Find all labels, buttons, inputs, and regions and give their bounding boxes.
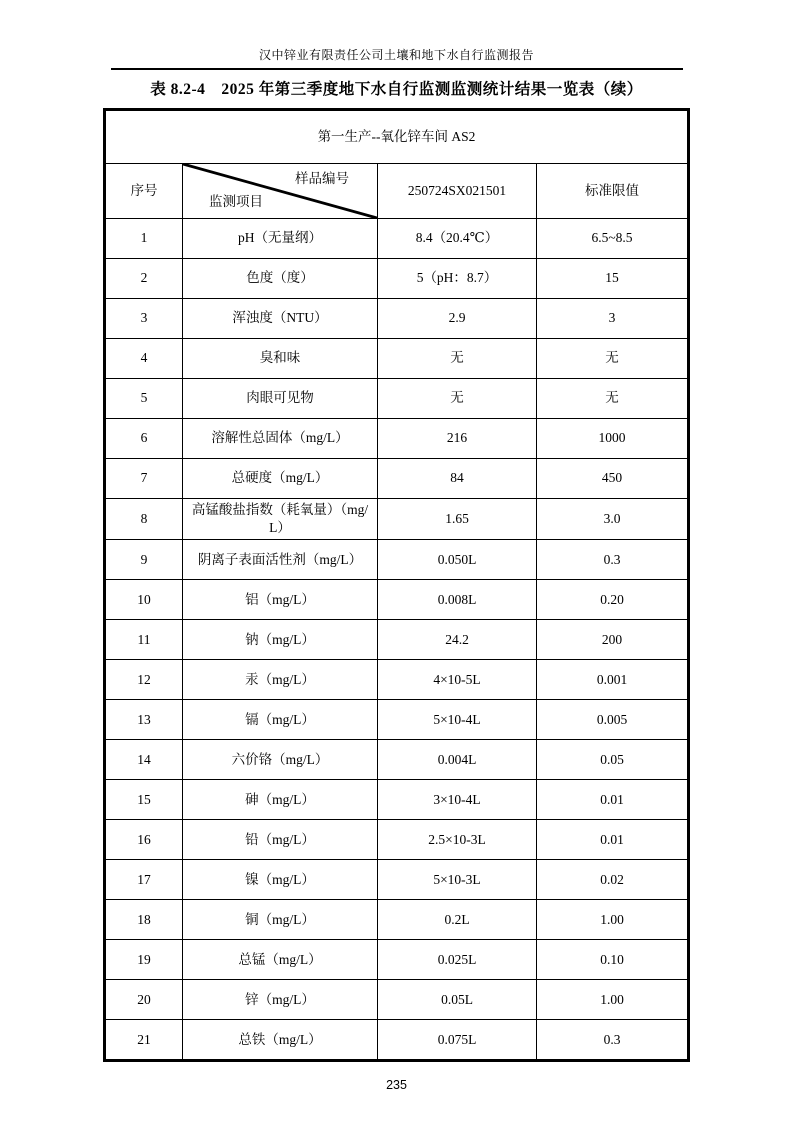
value-cell: 0.025L — [378, 940, 537, 980]
col-header-sample-label: 样品编号 — [295, 171, 349, 186]
table-row — [105, 259, 689, 299]
value-cell: 8.4（20.4℃） — [378, 219, 537, 259]
table-row — [105, 219, 689, 259]
table-row — [105, 299, 689, 339]
running-header: 汉中锌业有限责任公司土壤和地下水自行监测报告 — [258, 48, 534, 62]
monitoring-results-table — [103, 108, 690, 1062]
limit-cell: 0.10 — [537, 940, 689, 980]
row-index-cell: 15 — [105, 780, 183, 820]
limit-cell: 3.0 — [537, 499, 689, 540]
row-index-cell: 2 — [105, 259, 183, 299]
row-index-cell: 12 — [105, 660, 183, 700]
limit-cell: 3 — [537, 299, 689, 339]
item-cell: 浑浊度（NTU） — [183, 299, 378, 339]
table-row — [105, 620, 689, 660]
limit-cell: 200 — [537, 620, 689, 660]
row-index-cell: 18 — [105, 900, 183, 940]
value-cell: 216 — [378, 419, 537, 459]
row-index-cell: 16 — [105, 820, 183, 860]
row-index-cell: 10 — [105, 580, 183, 620]
item-cell: 总锰（mg/L） — [183, 940, 378, 980]
table-row — [105, 580, 689, 620]
table-row — [105, 700, 689, 740]
value-cell: 5×10-3L — [378, 860, 537, 900]
item-cell: 铜（mg/L） — [183, 900, 378, 940]
table-row — [105, 419, 689, 459]
table-row — [105, 1020, 689, 1061]
item-cell: pH（无量纲） — [183, 219, 378, 259]
row-index-cell: 3 — [105, 299, 183, 339]
value-cell: 无 — [378, 379, 537, 419]
limit-cell: 无 — [537, 379, 689, 419]
row-index-cell: 5 — [105, 379, 183, 419]
item-cell: 铝（mg/L） — [183, 580, 378, 620]
table-row — [105, 379, 689, 419]
limit-cell: 1.00 — [537, 980, 689, 1020]
item-cell: 砷（mg/L） — [183, 780, 378, 820]
table-row — [105, 459, 689, 499]
value-cell: 0.004L — [378, 740, 537, 780]
limit-cell: 0.005 — [537, 700, 689, 740]
limit-cell: 0.20 — [537, 580, 689, 620]
limit-cell: 0.001 — [537, 660, 689, 700]
row-index-cell: 6 — [105, 419, 183, 459]
value-cell: 3×10-4L — [378, 780, 537, 820]
row-index-cell: 14 — [105, 740, 183, 780]
value-cell: 4×10-5L — [378, 660, 537, 700]
limit-cell: 6.5~8.5 — [537, 219, 689, 259]
item-cell: 色度（度） — [183, 259, 378, 299]
item-cell: 六价铬（mg/L） — [183, 740, 378, 780]
table-row — [105, 980, 689, 1020]
item-cell: 镉（mg/L） — [183, 700, 378, 740]
item-cell: 锌（mg/L） — [183, 980, 378, 1020]
row-index-cell: 13 — [105, 700, 183, 740]
limit-cell: 无 — [537, 339, 689, 379]
limit-cell: 0.02 — [537, 860, 689, 900]
row-index-cell: 7 — [105, 459, 183, 499]
col-header-sample-id: 250724SX021501 — [378, 164, 537, 219]
value-cell: 1.65 — [378, 499, 537, 540]
item-cell: 阴离子表面活性剂（mg/L） — [183, 540, 378, 580]
col-header-item-label: 监测项目 — [209, 193, 263, 209]
limit-cell: 1.00 — [537, 900, 689, 940]
value-cell: 0.2L — [378, 900, 537, 940]
table-caption-row — [105, 110, 689, 164]
item-cell: 铅（mg/L） — [183, 820, 378, 860]
item-cell: 臭和味 — [183, 339, 378, 379]
value-cell: 0.008L — [378, 580, 537, 620]
col-header-index: 序号 — [105, 164, 183, 219]
limit-cell: 0.01 — [537, 780, 689, 820]
col-header-limit: 标准限值 — [537, 164, 689, 219]
row-index-cell: 20 — [105, 980, 183, 1020]
row-index-cell: 9 — [105, 540, 183, 580]
limit-cell: 0.01 — [537, 820, 689, 860]
item-cell: 肉眼可见物 — [183, 379, 378, 419]
value-cell: 2.5×10-3L — [378, 820, 537, 860]
limit-cell: 0.3 — [537, 1020, 689, 1061]
limit-cell: 1000 — [537, 419, 689, 459]
table-row — [105, 940, 689, 980]
item-cell: 溶解性总固体（mg/L） — [183, 419, 378, 459]
table-row — [105, 740, 689, 780]
value-cell: 0.075L — [378, 1020, 537, 1061]
table-row — [105, 499, 689, 540]
value-cell: 无 — [378, 339, 537, 379]
limit-cell: 0.05 — [537, 740, 689, 780]
table-row — [105, 660, 689, 700]
limit-cell: 450 — [537, 459, 689, 499]
limit-cell: 15 — [537, 259, 689, 299]
item-cell: 钠（mg/L） — [183, 620, 378, 660]
value-cell: 84 — [378, 459, 537, 499]
item-cell: 高锰酸盐指数（耗氧量）（mg/L） — [183, 499, 378, 540]
table-row — [105, 780, 689, 820]
row-index-cell: 21 — [105, 1020, 183, 1061]
value-cell: 5×10-4L — [378, 700, 537, 740]
value-cell: 5（pH：8.7） — [378, 259, 537, 299]
row-index-cell: 11 — [105, 620, 183, 660]
row-index-cell: 4 — [105, 339, 183, 379]
row-index-cell: 17 — [105, 860, 183, 900]
value-cell: 0.050L — [378, 540, 537, 580]
table-header-row — [105, 164, 689, 219]
table-row — [105, 900, 689, 940]
table-caption: 第一生产--氧化锌车间 AS2 — [105, 110, 689, 164]
table-title: 表 8.2-4 2025 年第三季度地下水自行监测监测统计结果一览表（续） — [150, 81, 643, 98]
limit-cell: 0.3 — [537, 540, 689, 580]
item-cell: 总硬度（mg/L） — [183, 459, 378, 499]
value-cell: 2.9 — [378, 299, 537, 339]
row-index-cell: 19 — [105, 940, 183, 980]
table-row — [105, 820, 689, 860]
row-index-cell: 8 — [105, 499, 183, 540]
table-row — [105, 860, 689, 900]
table-row — [105, 339, 689, 379]
row-index-cell: 1 — [105, 219, 183, 259]
page-number: 235 — [386, 1078, 407, 1093]
value-cell: 0.05L — [378, 980, 537, 1020]
item-cell: 镍（mg/L） — [183, 860, 378, 900]
item-cell: 总铁（mg/L） — [183, 1020, 378, 1061]
header-rule — [111, 68, 683, 70]
value-cell: 24.2 — [378, 620, 537, 660]
item-cell: 汞（mg/L） — [183, 660, 378, 700]
diagonal-header-cell — [183, 164, 378, 219]
table-row — [105, 540, 689, 580]
